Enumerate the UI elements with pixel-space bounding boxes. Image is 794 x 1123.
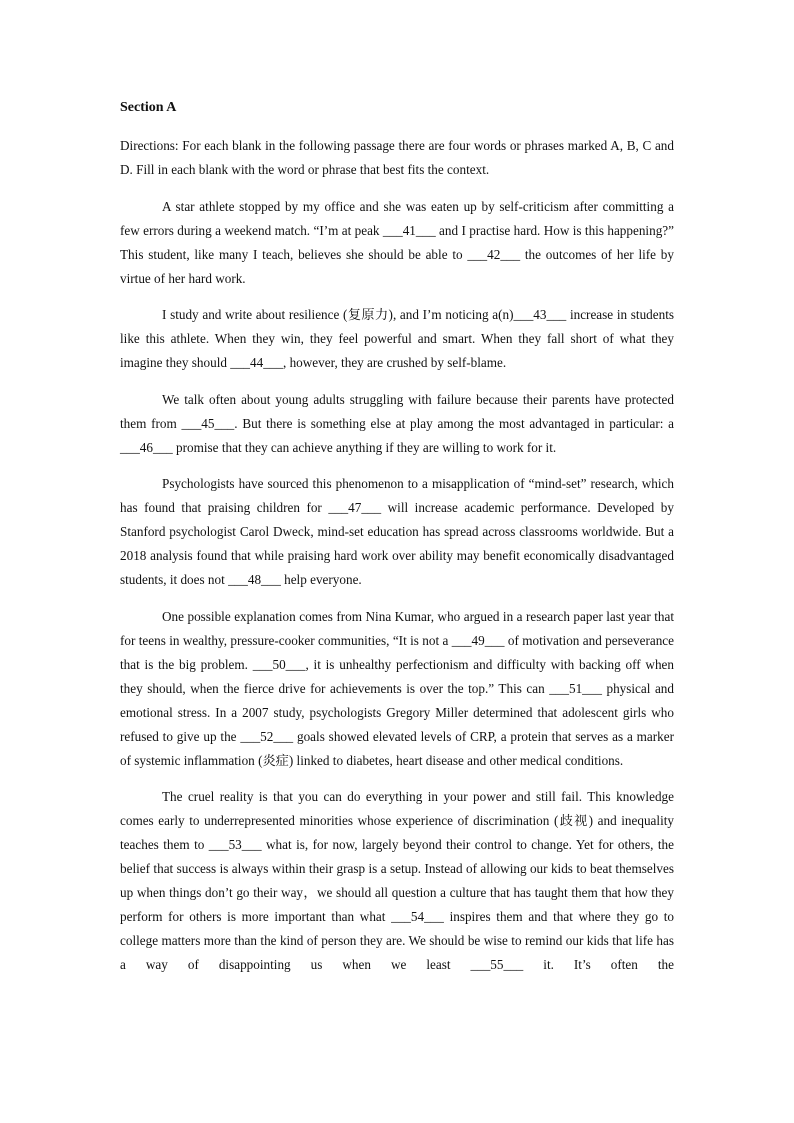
passage-paragraph-5: One possible explanation comes from Nina Kumar, who argued in a research paper last year that for teens in wealthy, pressure-cooker communities, “It is not a ___49___ of motivation and perseverance that is the big problem. ___50___, it is unhealthy perfectionism and difficulty with backing off when they should, when the fierce drive for achievements is over the top.” This can ___51___ physical and emotional stress. In a 2007 study, psychologists Gregory Miller determined that adolescent girls who refused to give up the ___52___ goals showed elevated levels of CRP, a protein that serves as a marker of systemic inflammation (炎症) linked to diabetes, heart disease and other medical conditions. bbox=[120, 608, 674, 768]
passage-paragraph-6: The cruel reality is that you can do everything in your power and still fail. This knowledge comes early to underrepresented minorities whose experience of discrimination (歧视) and inequality teaches them to ___53___ what is, for now, largely beyond their control to change. Yet for others, the belief that success is always within their grasp is a setup. Instead of allowing our kids to beat themselves up when things don’t go their way，we should all question a culture that has taught them that how they perform for others is more important than what ___54___ inspires them and that where they go to college matters more than the kind of person they are. We should be wise to remind our kids that life has a way of disappointing us when we least ___55___ it. It’s often the bbox=[120, 789, 674, 972]
passage-paragraph-4: Psychologists have sourced this phenomenon to a misapplication of “mind-set” research, which has found that praising children for ___47___ will increase academic performance. Developed by Stanford psychologist Carol Dweck, mind-set education has spread across classrooms worldwide. But a 2018 analysis found that while praising hard work over ability may benefit economically disadvantaged students, it does not ___48___ help everyone. bbox=[120, 476, 674, 587]
passage-paragraph-1: A star athlete stopped by my office and she was eaten up by self-criticism after committing a few errors during a weekend match. “I’m at peak ___41___ and I practise hard. How is this happening?” This student, like many I teach, believes she should be able to ___42___ the outcomes of her life by virtue of her hard work. bbox=[120, 198, 674, 286]
section-title: Section A bbox=[120, 100, 177, 115]
passage-paragraph-3: We talk often about young adults struggling with failure because their parents have protected them from ___45___. But there is something else at play among the most advantaged in particular: a ___46___ promise that they can achieve anything if they are willing to work for it. bbox=[120, 391, 674, 455]
passage-paragraph-2: I study and write about resilience (复原力), and I’m noticing a(n)___43___ increase in students like this athlete. When they win, they feel powerful and smart. When they fall short of what they imagine they should ___44___, however, they are crushed by self-blame. bbox=[120, 307, 674, 370]
document-page bbox=[120, 96, 674, 990]
directions-text: Directions: For each blank in the following passage there are four words or phrases marked A, B, C and D. Fill in each blank with the word or phrase that best fits the context. bbox=[120, 138, 674, 177]
